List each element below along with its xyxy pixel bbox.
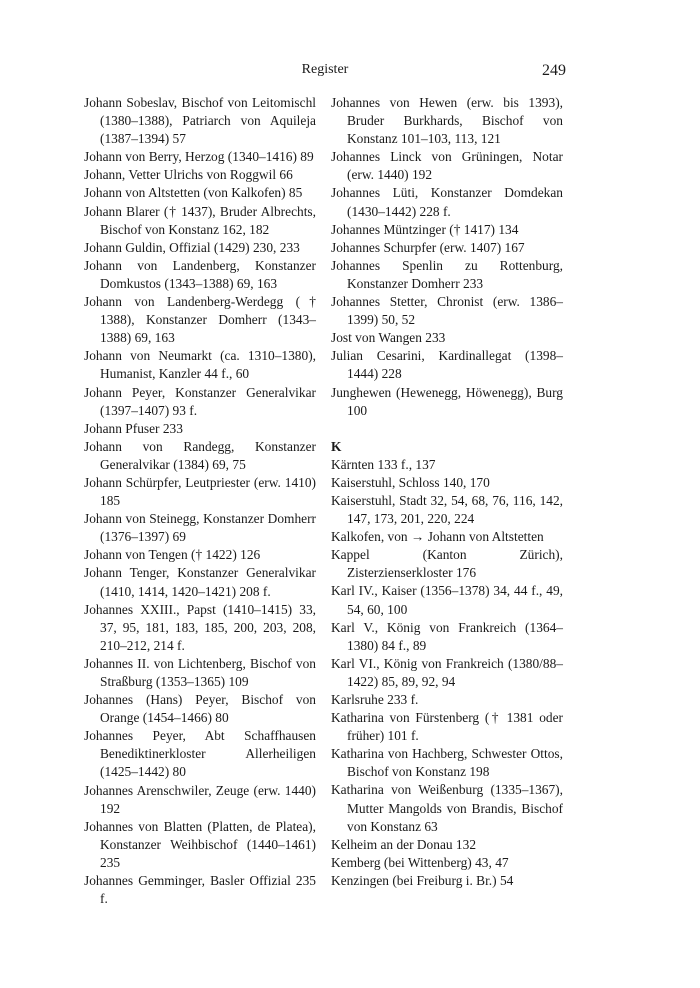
- index-entry: Jost von Wangen 233: [331, 330, 446, 346]
- index-entry: Kemberg (bei Wittenberg) 43, 47: [331, 854, 509, 870]
- index-entry: Karl IV., Kaiser (1356–1378) 34, 44 f., 49, 54, 60, 100: [331, 583, 563, 617]
- index-entry: Johannes Schurpfer (erw. 1407) 167: [331, 239, 525, 255]
- index-entry: Johann Guldin, Offizial (1429) 230, 233: [84, 239, 300, 255]
- index-entry: Johannes Müntzinger († 1417) 134: [331, 221, 519, 237]
- index-entry: Johann Sobeslav, Bischof von Leitomischl (1380–1388), Patriarch von Aquileja (1387–1394) 57: [84, 95, 316, 147]
- index-entry: Johannes (Hans) Peyer, Bischof von Orange (1454–1466) 80: [84, 692, 316, 726]
- index-entry: Johann von Steinegg, Konstanzer Domherr (1376–1397) 69: [84, 511, 316, 545]
- index-entry: Kenzingen (bei Freiburg i. Br.) 54: [331, 872, 514, 888]
- index-section-j: [331, 94, 563, 420]
- running-title: Register: [301, 62, 349, 77]
- index-entry: Johann, Vetter Ulrichs von Roggwil 66: [84, 167, 293, 183]
- index-entry: Johannes Stetter, Chronist (erw. 1386–1399) 50, 52: [331, 294, 563, 328]
- section-letter-k: K: [331, 438, 342, 454]
- index-column-right: [331, 94, 563, 890]
- index-entry: Johann von Altstetten (von Kalkofen) 85: [84, 185, 303, 201]
- index-entry: Johannes Linck von Grüningen, Notar (erw. 1440) 192: [331, 149, 563, 183]
- index-entry: Kaiserstuhl, Stadt 32, 54, 68, 76, 116, 142, 147, 173, 201, 220, 224: [331, 492, 563, 527]
- page-number: 249: [542, 62, 566, 79]
- index-entry: Johann Tenger, Konstanzer Generalvikar (1410, 1414, 1420–1421) 208 f.: [84, 565, 316, 599]
- index-entry: Johann von Randegg, Konstanzer Generalvikar (1384) 69, 75: [84, 438, 316, 472]
- index-entry: Johann von Landenberg-Werdegg († 1388), Konstanzer Domherr (1343–1388) 69, 163: [84, 294, 316, 346]
- index-entry: Katharina von Weißenburg (1335–1367), Mutter Mangolds von Brandis, Bischof von Konstanz 63: [331, 782, 563, 834]
- running-head: [84, 62, 566, 82]
- index-entry: Johann Pfuser 233: [84, 420, 183, 436]
- index-entry: Kelheim an der Donau 132: [331, 836, 477, 852]
- index-entry: Kappel (Kanton Zürich), Zisterzienserkloster 176: [331, 547, 563, 581]
- index-entry: Johannes XXIII., Papst (1410–1415) 33, 37, 95, 181, 183, 185, 200, 203, 208, 210–212, 214 f.: [84, 601, 316, 653]
- index-entry: Johann von Landenberg, Konstanzer Domkustos (1343–1388) 69, 163: [84, 257, 316, 291]
- index-entry: Johann von Neumarkt (ca. 1310–1380), Humanist, Kanzler 44 f., 60: [84, 348, 316, 382]
- index-entry: Johann von Tengen († 1422) 126: [84, 547, 261, 563]
- index-entry: Johannes Lüti, Konstanzer Domdekan (1430–1442) 228 f.: [331, 185, 563, 219]
- index-entry: Kalkofen, von → Johann von Altstetten: [331, 529, 544, 545]
- index-entry: Johannes II. von Lichtenberg, Bischof von Straßburg (1353–1365) 109: [84, 655, 316, 689]
- index-entry: Johannes Arenschwiler, Zeuge (erw. 1440) 192: [84, 782, 316, 816]
- index-entry: Julian Cesarini, Kardinallegat (1398–1444) 228: [331, 348, 563, 382]
- index-entry: Karlsruhe 233 f.: [331, 692, 419, 707]
- index-entry: Johannes Spenlin zu Rottenburg, Konstanzer Domherr 233: [331, 257, 563, 291]
- index-entry: Kaiserstuhl, Schloss 140, 170: [331, 474, 490, 490]
- index-entry: Katharina von Hachberg, Schwester Ottos, Bischof von Konstanz 198: [331, 746, 563, 780]
- index-entry: Katharina von Fürstenberg († 1381 oder früher) 101 f.: [331, 710, 563, 744]
- index-entry: Kärnten 133 f., 137: [331, 456, 436, 472]
- index-column-left: [84, 94, 316, 908]
- index-entry: Johann Peyer, Konstanzer Generalvikar (1397–1407) 93 f.: [84, 384, 316, 418]
- index-entry: Johann Blarer († 1437), Bruder Albrechts, Bischof von Konstanz 162, 182: [84, 203, 316, 237]
- index-entry: Johann Schürpfer, Leutpriester (erw. 1410) 185: [84, 474, 316, 509]
- index-entry: Karl V., König von Frankreich (1364–1380) 84 f., 89: [331, 619, 563, 653]
- index-section-k: [331, 456, 563, 890]
- index-entry: Johannes von Blatten (Platten, de Platea), Konstanzer Weihbischof (1440–1461) 235: [84, 818, 316, 870]
- index-entry: Johannes Gemminger, Basler Offizial 235 f.: [84, 873, 316, 907]
- index-entry: Johannes von Hewen (erw. bis 1393), Bruder Burkhards, Bischof von Konstanz 101–103, 113, 121: [331, 95, 563, 147]
- index-entry: Johann von Berry, Herzog (1340–1416) 89: [84, 149, 314, 165]
- index-entry: Johannes Peyer, Abt Schaffhausen Benediktinerkloster Allerheiligen (1425–1442) 80: [84, 728, 316, 780]
- index-entry: Karl VI., König von Frankreich (1380/88–1422) 85, 89, 92, 94: [331, 655, 563, 689]
- index-entry: Junghewen (Hewenegg, Höwenegg), Burg 100: [331, 384, 563, 418]
